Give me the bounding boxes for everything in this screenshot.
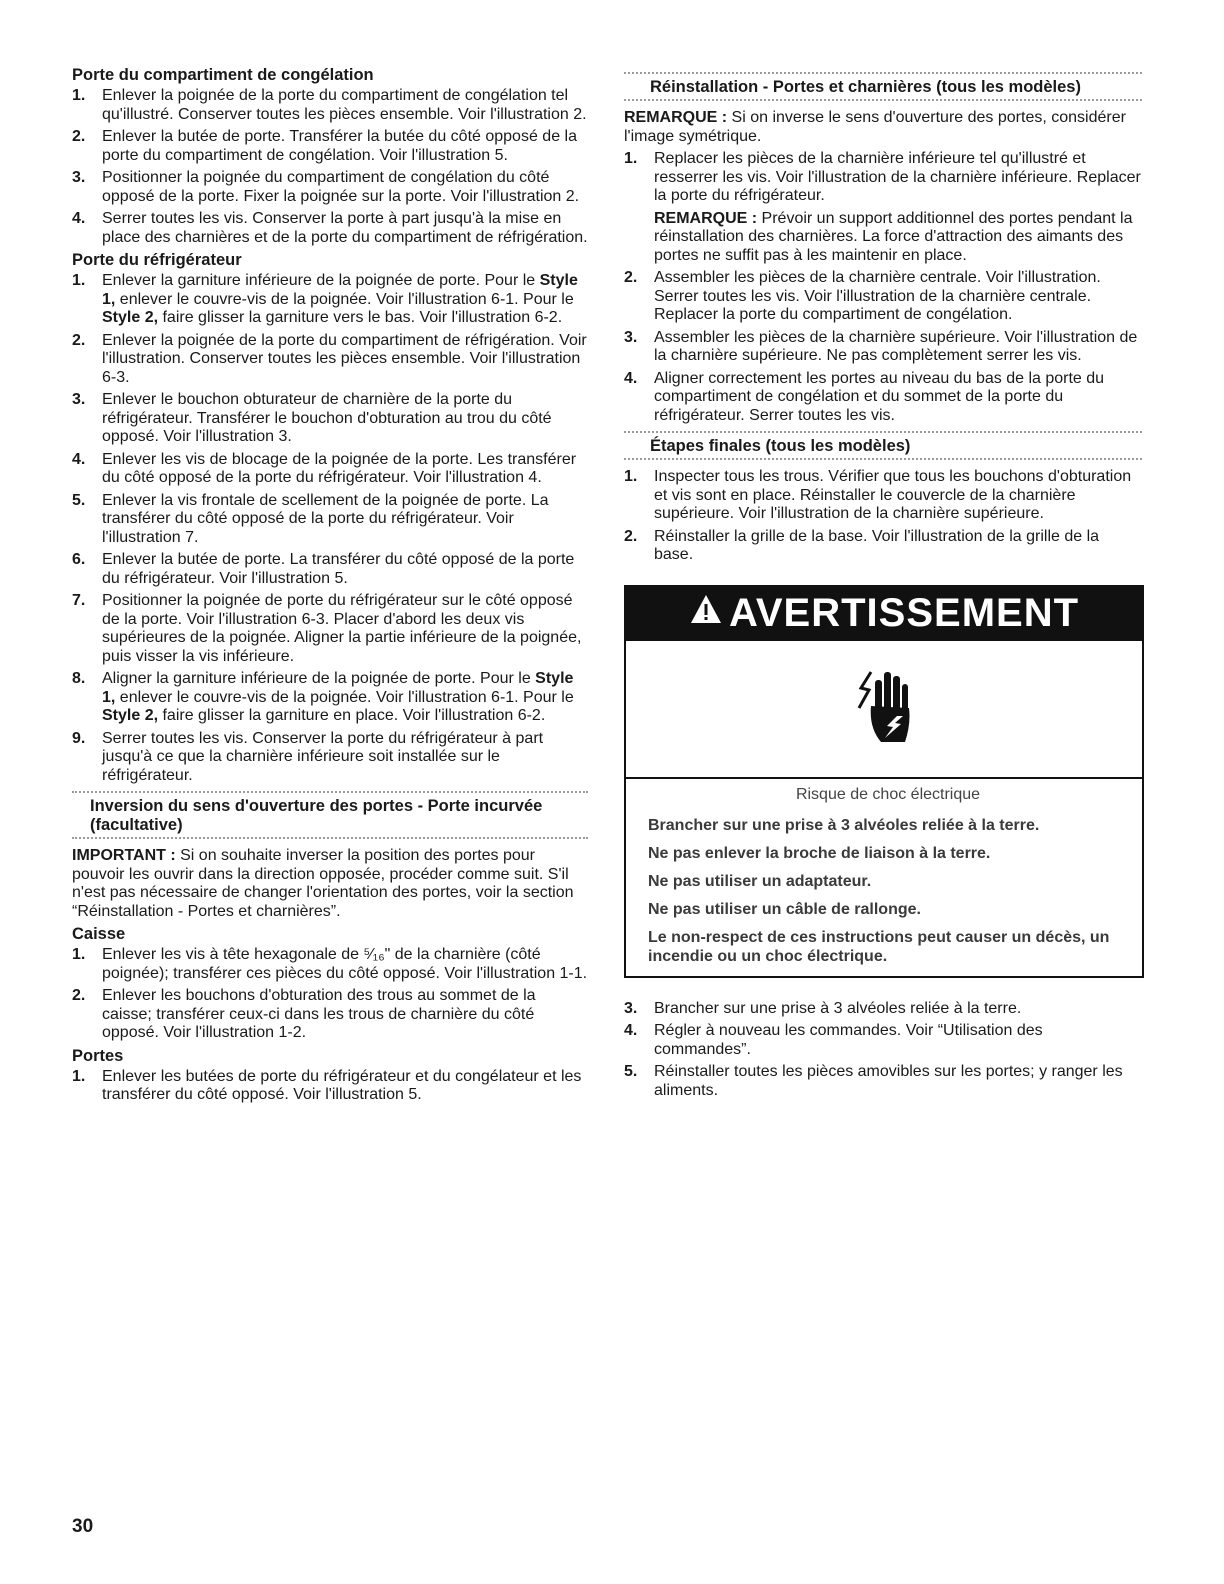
fridge-door-steps [72,272,588,785]
list-item: 1. Enlever la garniture inférieure de la poignée de porte. Pour le Style 1, enlever le couvre-vis de la poignée. Voir l'illustration 6-1. Pour le Style 2, faire glisser la garniture vers le bas. Voir l'illustration 6-2. [72,272,578,326]
warning-triangle-icon [689,593,723,634]
list-item: 3. Positionner la poignée du compartiment de congélation du côté opposé de la porte. Fixer la poignée sur la porte. Voir l'illustration 2. [72,169,580,205]
divider [624,99,1142,101]
reinstall-heading: Réinstallation - Portes et charnières (tous les modèles) [650,78,1081,96]
electric-shock-hand-icon [849,658,919,759]
freezer-door-heading: Porte du compartiment de congélation [72,66,374,84]
curved-door-section [72,797,588,835]
divider [72,791,588,793]
list-item: 4. Serrer toutes les vis. Conserver la porte à part jusqu'à la mise en place des charnières et de la porte du compartiment de réfrigération. [72,210,588,246]
warning-risk: Risque de choc électrique [795,785,981,803]
list-item: 1. Replacer les pièces de la charnière inférieure tel qu'illustré et resserrer les vis. Voir l'illustration de la charnière inférieure. Replacer la porte du réfrigérateur. REMARQUE : Prévoir un support additionnel des portes pendant la réinstallation des charnières. La force d'attraction des aimants des portes ne suffit pas à les maintenir en place. [624,150,1141,264]
curved-door-heading: Inversion du sens d'ouverture des portes - Porte incurvée (facultative) [90,797,543,834]
caisse-heading: Caisse [72,925,126,943]
support-note: REMARQUE : Prévoir un support additionnel des portes pendant la réinstallation des charnières. La force d'attraction des aimants des portes ne suffit pas à les maintenir en place. [654,209,1133,264]
divider [624,431,1142,433]
list-item: 4. Aligner correctement les portes au niveau du bas de la porte du compartiment de congélation et du sommet de la porte du réfrigérateur. Serrer toutes les vis. [624,369,1105,424]
warning-line: Brancher sur une prise à 3 alvéoles reliée à la terre. [648,816,1040,834]
list-item: 9. Serrer toutes les vis. Conserver la porte du réfrigérateur à part jusqu'à ce que la charnière inférieure soit installée sur le réfrigérateur. [72,729,544,784]
warning-header [626,587,1142,641]
warning-line: Ne pas enlever la broche de liaison à la terre. [648,844,991,862]
list-item: 3. Assembler les pièces de la charnière supérieure. Voir l'illustration de la charnière supérieure. Ne pas complètement serrer les vis. [624,328,1138,364]
warning-box [624,585,1144,978]
list-item: 3. Enlever le bouchon obturateur de charnière de la porte du réfrigérateur. Transférer le bouchon d'obturation au trou du côté opposé. Voir l'illustration 3. [72,391,552,445]
warning-line: Ne pas utiliser un câble de rallonge. [648,900,921,918]
reinstall-steps [624,150,1142,425]
caisse-steps [72,946,588,1043]
list-item: 1. Enlever la poignée de la porte du compartiment de congélation tel qu'illustré. Conserver toutes les pièces ensemble. Voir l'illustration 2. [72,87,587,123]
list-item: 2. Assembler les pièces de la charnière centrale. Voir l'illustration. Serrer toutes les vis. Voir l'illustration de la charnière centrale. Replacer la porte du compartiment de congélation. [624,269,1101,323]
divider [624,458,1142,460]
list-item: 7. Positionner la poignée de porte du réfrigérateur sur le côté opposé de la porte. Voir l'illustration 6-3. Placer d'abord les deux vis supérieures de la poignée. Aligner la partie inférieure de la poignée, puis visser la vis inférieure. [72,592,582,665]
after-warning-steps [624,1000,1142,1101]
right-column [624,72,1142,1104]
page-number: 30 [72,1516,94,1537]
list-item: 5. Réinstaller toutes les pièces amovibles sur les portes; y ranger les aliments. [624,1063,1123,1099]
list-item: 2. Enlever la butée de porte. Transférer la butée du côté opposé de la porte du compartiment de congélation. Voir l'illustration 5. [72,128,577,164]
warning-line: Ne pas utiliser un adaptateur. [648,872,872,890]
list-item: 4. Enlever les vis de blocage de la poignée de la porte. Les transférer du côté opposé de la porte du réfrigérateur. Voir l'illustration 4. [72,450,577,486]
list-item: 4. Régler à nouveau les commandes. Voir “Utilisation des commandes”. [624,1022,1043,1058]
important-note: IMPORTANT : Si on souhaite inverser la position des portes pour pouvoir les ouvrir dans la direction opposée, procéder comme suit. S'il n'est pas nécessaire de changer l'orientation des portes, voir la section “Réinstallation - Portes et charnières”. [72,847,574,920]
final-steps [624,468,1142,565]
portes-steps [72,1068,588,1105]
list-item: 8. Aligner la garniture inférieure de la poignée de porte. Pour le Style 1, enlever le couvre-vis de la poignée. Voir l'illustration 6-1. Pour le Style 2, faire glisser la garniture en place. Voir l'illustration 6-2. [72,670,574,724]
list-item: 6. Enlever la butée de porte. La transférer du côté opposé de la porte du réfrigérateur. Voir l'illustration 5. [72,551,575,587]
portes-heading: Portes [72,1046,124,1065]
fridge-door-heading: Porte du réfrigérateur [72,251,242,269]
list-item: 3. Brancher sur une prise à 3 alvéoles reliée à la terre. [624,999,1022,1017]
divider [72,837,588,839]
warning-consequence: Le non-respect de ces instructions peut causer un décès, un incendie ou un choc électrique. [648,928,1110,965]
left-column [72,66,588,1109]
warning-title: AVERTISSEMENT [728,591,1080,635]
remark-note: REMARQUE : Si on inverse le sens d'ouverture des portes, considérer l'image symétrique. [624,109,1126,145]
divider [624,72,1142,74]
list-item: 1. Enlever les vis à tête hexagonale de ⁵⁄₁₆" de la charnière (côté poignée); transférer ces pièces du côté opposé. Voir l'illustration 1-1. [72,946,588,982]
freezer-door-steps [72,87,588,247]
list-item: 2. Enlever les bouchons d'obturation des trous au sommet de la caisse; transférer ceux-ci dans les trous de charnière du côté opposé. Voir l'illustration 1-2. [72,987,536,1041]
list-item: 1. Inspecter tous les trous. Vérifier que tous les bouchons d'obturation et vis sont en place. Réinstaller le couvercle de la charnière supérieure. Voir l'illustration de la charnière supérieure. [624,468,1132,522]
list-item: 5. Enlever la vis frontale de scellement de la poignée de porte. La transférer du côté opposé de la porte du réfrigérateur. Voir l'illustration 7. [72,491,549,546]
list-item: 2. Réinstaller la grille de la base. Voir l'illustration de la grille de la base. [624,527,1100,563]
list-item: 2. Enlever la poignée de la porte du compartiment de réfrigération. Voir l'illustration. Conserver toutes les pièces ensemble. Voir l'illustration 6-3. [72,331,587,386]
list-item: 1. Enlever les butées de porte du réfrigérateur et du congélateur et les transférer du côté opposé. Voir l'illustration 5. [72,1067,582,1103]
final-steps-heading: Étapes finales (tous les modèles) [650,437,911,455]
